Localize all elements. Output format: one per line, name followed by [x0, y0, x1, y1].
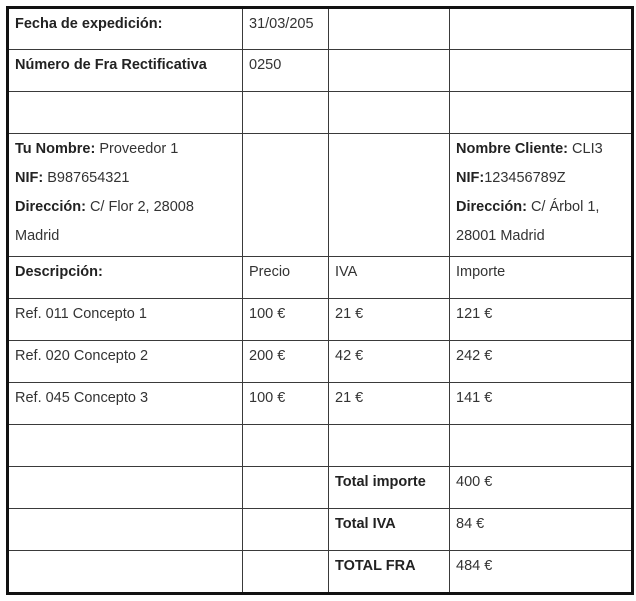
row-blank: [8, 92, 633, 134]
empty-cell: [450, 425, 633, 467]
total-importe-label: Total importe: [329, 467, 450, 509]
header-descripcion: Descripción:: [8, 257, 243, 299]
item-importe: 141 €: [450, 383, 633, 425]
header-importe: Importe: [450, 257, 633, 299]
row-column-headers: [8, 257, 633, 299]
empty-cell: [243, 467, 329, 509]
empty-cell: [329, 425, 450, 467]
empty-cell: [450, 8, 633, 50]
row-total-fra: [8, 551, 633, 594]
row-parties: [8, 134, 633, 257]
empty-cell: [8, 425, 243, 467]
item-precio: 100 €: [243, 383, 329, 425]
proveedor-block: [8, 134, 243, 257]
item-precio: 100 €: [243, 299, 329, 341]
header-iva: IVA: [329, 257, 450, 299]
item-iva: 42 €: [329, 341, 450, 383]
table-row: [8, 341, 633, 383]
cliente-direccion: Dirección: C/ Árbol 1,: [456, 199, 600, 215]
total-iva-value: 84 €: [450, 509, 633, 551]
empty-cell: [243, 551, 329, 594]
row-numero: [8, 50, 633, 92]
total-iva-label: Total IVA: [329, 509, 450, 551]
empty-cell: [450, 50, 633, 92]
invoice-table: [6, 6, 634, 595]
empty-cell: [243, 509, 329, 551]
item-iva: 21 €: [329, 299, 450, 341]
row-total-importe: [8, 467, 633, 509]
numero-label: Número de Fra Rectificativa: [8, 50, 243, 92]
row-blank: [8, 425, 633, 467]
row-fecha: [8, 8, 633, 50]
fecha-value: 31/03/205: [243, 8, 329, 50]
header-precio: Precio: [243, 257, 329, 299]
fecha-label: Fecha de expedición:: [8, 8, 243, 50]
proveedor-nombre: Tu Nombre: Proveedor 1: [15, 141, 179, 157]
empty-cell: [8, 551, 243, 594]
empty-cell: [243, 425, 329, 467]
item-descripcion: Ref. 011 Concepto 1: [8, 299, 243, 341]
item-importe: 121 €: [450, 299, 633, 341]
empty-cell: [8, 467, 243, 509]
item-descripcion: Ref. 045 Concepto 3: [8, 383, 243, 425]
item-precio: 200 €: [243, 341, 329, 383]
table-row: [8, 383, 633, 425]
empty-cell: [243, 92, 329, 134]
empty-cell: [329, 92, 450, 134]
cliente-nif: NIF:123456789Z: [456, 170, 566, 186]
empty-cell: [8, 509, 243, 551]
cliente-nombre: Nombre Cliente: CLI3: [456, 141, 603, 157]
total-fra-label: TOTAL FRA: [329, 551, 450, 594]
cliente-block: [450, 134, 633, 257]
empty-cell: [243, 134, 329, 257]
total-importe-value: 400 €: [450, 467, 633, 509]
item-iva: 21 €: [329, 383, 450, 425]
empty-cell: [329, 134, 450, 257]
empty-cell: [329, 8, 450, 50]
proveedor-direccion: Dirección: C/ Flor 2, 28008: [15, 199, 194, 215]
cliente-direccion-cont: 28001 Madrid: [456, 228, 545, 244]
proveedor-nif: NIF: B987654321: [15, 170, 130, 186]
numero-value: 0250: [243, 50, 329, 92]
item-descripcion: Ref. 020 Concepto 2: [8, 341, 243, 383]
table-row: [8, 299, 633, 341]
proveedor-direccion-cont: Madrid: [15, 228, 60, 244]
row-total-iva: [8, 509, 633, 551]
empty-cell: [8, 92, 243, 134]
empty-cell: [329, 50, 450, 92]
item-importe: 242 €: [450, 341, 633, 383]
total-fra-value: 484 €: [450, 551, 633, 594]
empty-cell: [450, 92, 633, 134]
